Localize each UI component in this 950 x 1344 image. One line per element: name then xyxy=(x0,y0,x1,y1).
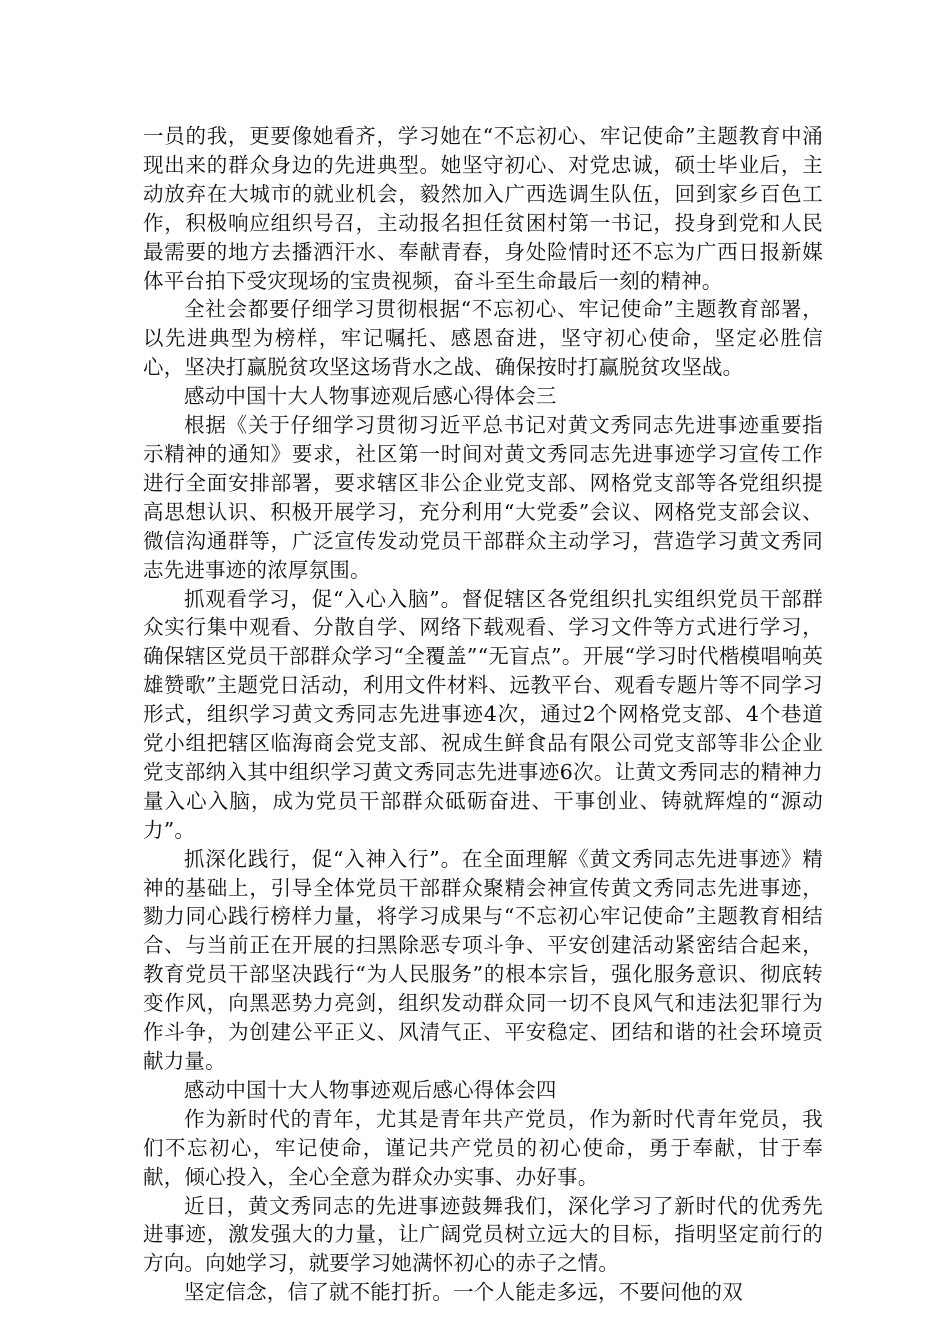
paragraph: 抓深化践行，促“入神入行”。在全面理解《黄文秀同志先进事迹》精神的基础上，引导全体党员干部群众聚精会神宣传黄文秀同志先进事迹，勠力同心践行榜样力量，将学习成果与“不忘初心牢记使命”主题教育相结合、与当前正在开展的扫黑除恶专项斗争、平安创建活动紧密结合起来，教育党员干部坚决践行“为人民服务”的根本宗旨，强化服务意识、彻底转变作风，向黑恶势力亮剑，组织发动群众同一切不良风气和违法犯罪行为作斗争，为创建公平正义、风清气正、平安稳定、团结和谐的社会环境贡献力量。 xyxy=(143,846,823,1073)
paragraph: 坚定信念，信了就不能打折。一个人能走多远，不要问他的双 xyxy=(184,1280,743,1305)
section-heading: 感动中国十大人物事迹观后感心得体会三 xyxy=(184,384,557,409)
section-heading: 感动中国十大人物事迹观后感心得体会四 xyxy=(184,1077,557,1102)
paragraph: 作为新时代的青年，尤其是青年共产党员，作为新时代青年党员，我们不忘初心，牢记使命，谨记共产党员的初心使命，勇于奉献，甘于奉献，倾心投入，全心全意为群众办实事、办好事。 xyxy=(143,1106,823,1189)
paragraph: 抓观看学习，促“入心入脑”。督促辖区各党组织扎实组织党员干部群众实行集中观看、分散自学、网络下载观看、学习文件等方式进行学习，确保辖区党员干部群众学习“全覆盖”“无盲点”。开展“学习时代楷模唱响英雄赞歌”主题党日活动，利用文件材料、远教平台、观看专题片等不同学习形式，组织学习黄文秀同志先进事迹4次，通过2个网格党支部、4个巷道党小组把辖区临海商会党支部、祝成生鲜食品有限公司党支部等非公企业党支部纳入其中组织学习黄文秀同志先进事迹6次。让黄文秀同志的精神力量入心入脑，成为党员干部群众砥砺奋进、干事创业、铸就辉煌的“源动力”。 xyxy=(143,586,823,842)
paragraph: 一员的我，更要像她看齐，学习她在“不忘初心、牢记使命”主题教育中涌现出来的群众身边的先进典型。她坚守初心、对党忠诚，硕士毕业后，主动放弃在大城市的就业机会，毅然加入广西选调生队伍，回到家乡百色工作，积极响应组织号召，主动报名担任贫困村第一书记，投身到党和人民最需要的地方去播洒汗水、奉献青春，身处险情时还不忘为广西日报新媒体平台拍下受灾现场的宝贵视频，奋斗至生命最后一刻的精神。 xyxy=(143,124,823,293)
paragraph: 根据《关于仔细学习贯彻习近平总书记对黄文秀同志先进事迹重要指示精神的通知》要求，社区第一时间对黄文秀同志先进事迹学习宣传工作进行全面安排部署，要求辖区非公企业党支部、网格党支部等各党组织提高思想认识、积极开展学习，充分利用“大党委”会议、网格党支部会议、微信沟通群等，广泛宣传发动党员干部群众主动学习，营造学习黄文秀同志先进事迹的浓厚氛围。 xyxy=(143,413,823,582)
paragraph: 近日，黄文秀同志的先进事迹鼓舞我们，深化学习了新时代的优秀先进事迹，激发强大的力量，让广阔党员树立远大的目标，指明坚定前行的方向。向她学习，就要学习她满怀初心的赤子之情。 xyxy=(143,1193,823,1276)
paragraph: 全社会都要仔细学习贯彻根据“不忘初心、牢记使命”主题教育部署，以先进典型为榜样，牢记嘱托、感恩奋进，坚守初心使命，坚定必胜信心，坚决打赢脱贫攻坚这场背水之战、确保按时打赢脱贫攻坚战。 xyxy=(143,297,823,380)
document-page xyxy=(143,122,823,1307)
